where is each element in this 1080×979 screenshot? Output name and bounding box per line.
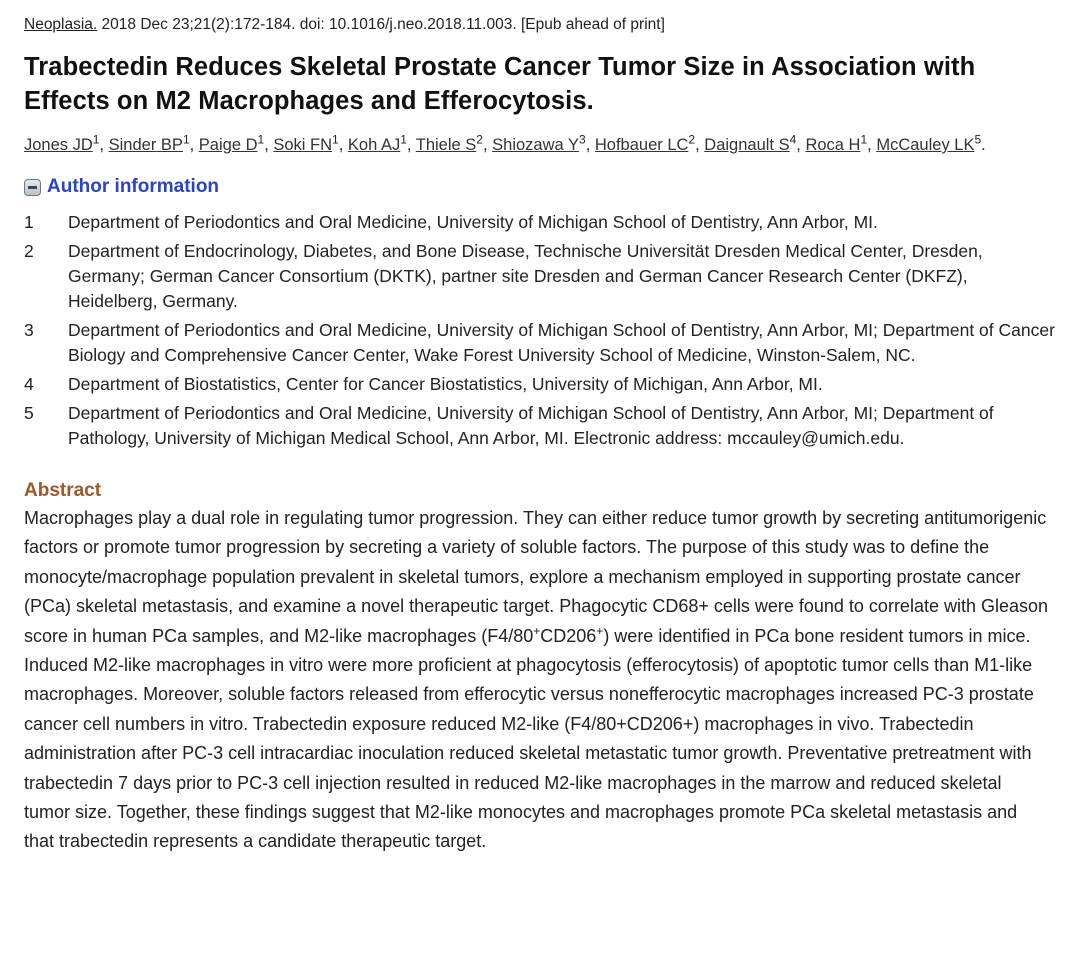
- abstract-heading: Abstract: [24, 480, 102, 501]
- author-link[interactable]: Soki FN: [273, 136, 333, 154]
- superscript-plus: +: [596, 623, 604, 638]
- article-title: Trabectedin Reduces Skeletal Prostate Cancer Tumor Size in Association with Effects on M2 Macrophages and Efferocytosis.: [24, 53, 976, 115]
- affiliation-text: Department of Periodontics and Oral Medicine, University of Michigan School of Dentistry, Ann Arbor, MI; Department of Pathology, University of Michigan Medical School, Ann Arbor, MI. Electronic address: mccauley@umich.edu.: [68, 403, 994, 448]
- author-link[interactable]: Paige D: [198, 136, 258, 154]
- citation-details: 2018 Dec 23;21(2):172-184. doi: 10.1016/j.neo.2018.11.003. [Epub ahead of print]: [97, 16, 665, 33]
- author-information-label[interactable]: Author information: [47, 176, 220, 197]
- journal-link[interactable]: Neoplasia.: [24, 16, 98, 33]
- author-link[interactable]: Jones JD: [24, 136, 93, 154]
- affiliation-number: 2: [24, 241, 34, 261]
- author-link[interactable]: Hofbauer LC: [594, 136, 689, 154]
- author-affiliation-ref: 1: [332, 132, 339, 147]
- author-affiliation-ref: 3: [579, 132, 586, 147]
- affiliation-text: Department of Biostatistics, Center for Cancer Biostatistics, University of Michigan, Ann Arbor, MI.: [68, 374, 823, 394]
- abstract-text-part: CD206: [540, 625, 597, 646]
- superscript-plus: +: [533, 623, 541, 638]
- author-link[interactable]: Daignault S: [704, 136, 790, 154]
- author-affiliation-ref: 1: [400, 132, 407, 147]
- abstract-text-part: ) were identified in PCa bone resident tumors in mice. Induced M2-like macrophages in vitro were more proficient at phagocytosis (efferocytosis) of apoptotic tumor cells than M1-like macrophages. Moreover, soluble factors released from efferocytic versus nonefferocytic macrophages increased PC-3 prostate cancer cell numbers in vitro. Trabectedin exposure reduced M2-like (F4/80+CD206+) macrophages in vivo. Trabectedin administration after PC-3 cell intracardiac inoculation reduced skeletal metastatic tumor growth. Preventative pretreatment with trabectedin 7 days prior to PC-3 cell injection resulted in reduced M2-like macrophages in the marrow and reduced skeletal tumor size. Together, these findings suggest that M2-like monocytes and macrophages promote PCa skeletal metastasis and that trabectedin represents a candidate therapeutic target.: [24, 625, 1034, 852]
- citation-line: [24, 14, 1056, 36]
- affiliation-number: 3: [24, 320, 34, 340]
- author-affiliation-ref: 4: [789, 132, 797, 147]
- author-link[interactable]: Koh AJ: [347, 136, 401, 154]
- author-link[interactable]: Thiele S: [415, 136, 477, 154]
- author-affiliation-ref: 2: [476, 132, 483, 147]
- author-link[interactable]: Sinder BP: [108, 136, 183, 154]
- author-link[interactable]: Shiozawa Y: [492, 136, 579, 154]
- affiliation-item: [24, 318, 1056, 368]
- author-affiliation-ref: 1: [182, 132, 190, 147]
- affiliation-item: [24, 401, 1056, 451]
- affiliation-text: Department of Endocrinology, Diabetes, and Bone Disease, Technische Universität Dresden Medical Center, Dresden, Germany; German Cancer Consortium (DKTK), partner site Dresden and German Cancer Research Center (DKFZ), Heidelberg, Germany.: [68, 241, 983, 311]
- affiliation-text: Department of Periodontics and Oral Medicine, University of Michigan School of Dentistry, Ann Arbor, MI.: [68, 212, 878, 232]
- author-affiliation-ref: 1: [92, 132, 100, 147]
- abstract-text-part: Macrophages play a dual role in regulating tumor progression. They can either reduce tumor growth by secreting antitumorigenic factors or promote tumor progression by secreting a variety of soluble factors. The purpose of this study was to define the monocyte/macrophage population prevalent in skeletal tumors, explore a mechanism employed in supporting prostate cancer (PCa) skeletal metastasis, and examine a novel therapeutic target. Phagocytic CD68+ cells were found to correlate with Gleason score in human PCa samples, and M2-like macrophages (F4/80: [24, 508, 1049, 646]
- author-affiliation-ref: 1: [257, 132, 265, 147]
- author-link[interactable]: Roca H: [805, 136, 861, 154]
- author-link[interactable]: McCauley LK: [876, 136, 975, 154]
- affiliation-number: 4: [24, 374, 34, 394]
- affiliation-number: 1: [24, 212, 34, 232]
- author-affiliation-ref: 5: [974, 132, 982, 147]
- affiliation-item: [24, 239, 1056, 314]
- author-information-toggle[interactable]: [24, 176, 1056, 198]
- author-affiliation-ref: 2: [688, 132, 696, 147]
- collapse-minus-icon[interactable]: [24, 179, 41, 196]
- affiliation-list: [24, 210, 1056, 451]
- affiliation-item: [24, 210, 1056, 235]
- author-list: Jones $JD^1$, Sinder $BP^1$, Paige $D^1$, Soki $FN^1$, Koh $AJ^1$, Thiele $S^2$, Shiozawa $Y^3$, Hofbauer $LC^2$, Daignault $S^4$, Roca $H^1$, McCauley $LK^5$.: [24, 132, 986, 154]
- abstract-text: [24, 504, 1056, 857]
- affiliation-number: 5: [24, 403, 34, 423]
- affiliation-item: [24, 372, 1056, 397]
- affiliation-text: Department of Periodontics and Oral Medicine, University of Michigan School of Dentistry, Ann Arbor, MI; Department of Cancer Biology and Comprehensive Cancer Center, Wake Forest University School of Medicine, Winston-Salem, NC.: [68, 320, 1055, 365]
- author-affiliation-ref: 1: [860, 132, 868, 147]
